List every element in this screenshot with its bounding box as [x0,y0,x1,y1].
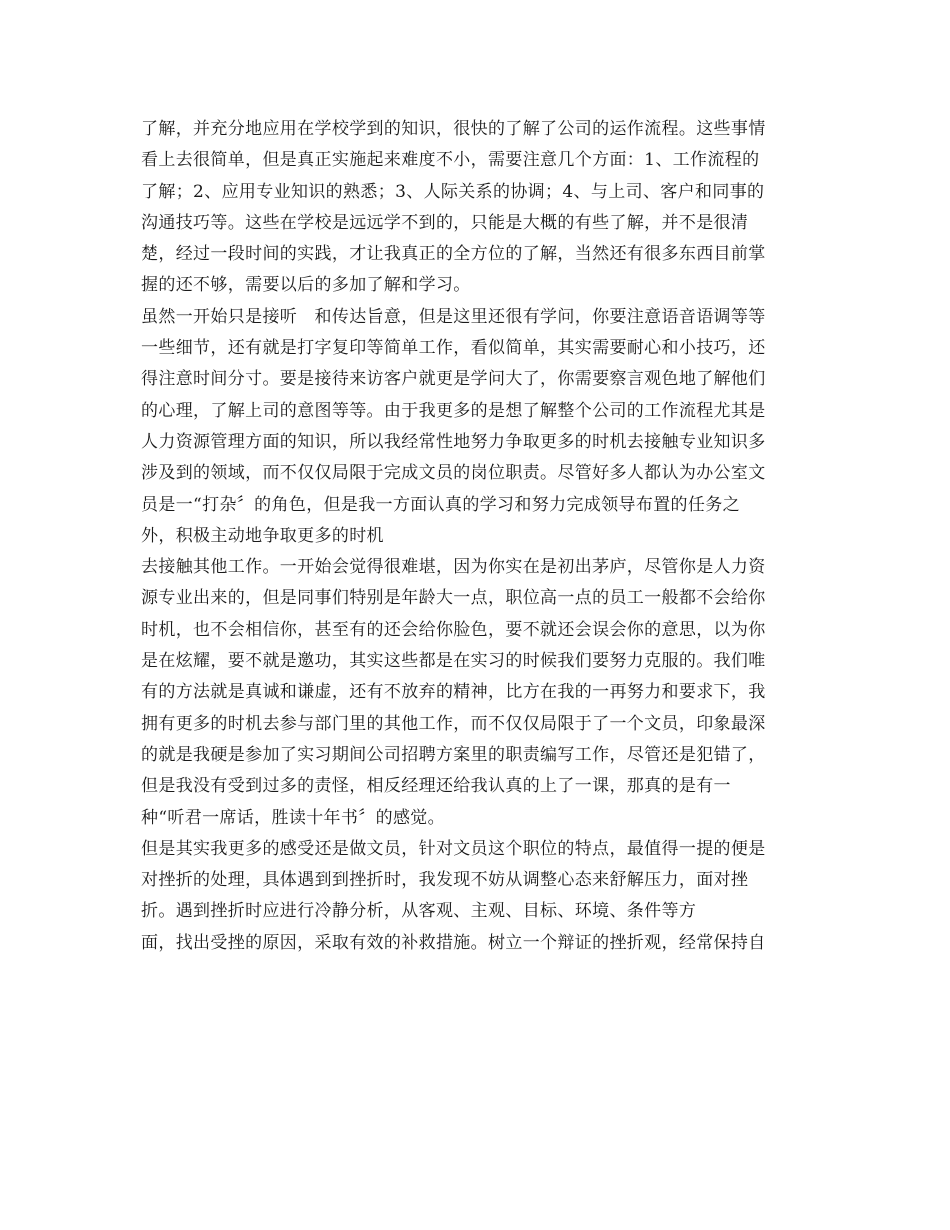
text-line: 种“听君一席话，胜读十年书〞的感觉。 [141,807,445,828]
text-line: 面，找出受挫的原因，采取有效的补救措施。树立一个辩证的挫折观，经常保持自 [141,932,766,953]
text-line: 员是一“打杂〞的角色，但是我一方面认真的学习和努力完成领导布置的任务之 [141,494,740,515]
text-line: 了解；2、应用专业知识的熟悉；3、人际关系的协调；4、与上司、客户和同事的 [141,181,765,202]
text-line: 的就是我硬是参加了实习期间公司招聘方案里的职责编写工作，尽管还是犯错了， [141,744,766,765]
text-line: 涉及到的领域，而不仅仅局限于完成文员的岗位职责。尽管好多人都认为办公室文 [141,463,766,484]
text-line: 一些细节，还有就是打字复印等简单工作，看似简单，其实需要耐心和小技巧，还 [141,338,766,359]
text-line: 有的方法就是真诚和谦虚，还有不放弃的精神，比方在我的一再努力和要求下，我 [141,682,766,703]
text-line: 楚，经过一段时间的实践，才让我真正的全方位的了解，当然还有很多东西目前掌 [141,244,766,265]
text-line: 对挫折的处理，具体遇到到挫折时，我发现不妨从调整心态来舒解压力，面对挫 [141,870,749,891]
text-line: 了解，并充分地应用在学校学到的知识，很快的了解了公司的运作流程。这些事情 [141,119,766,139]
text-line: 得注意时间分寸。要是接待来访客户就更是学问大了，你需要察言观色地了解他们 [141,369,766,390]
text-line: 外，积极主动地争取更多的时机 [141,525,384,546]
text-line: 但是我没有受到过多的责怪，相反经理还给我认真的上了一课，那真的是有一 [141,776,731,797]
text-line: 去接触其他工作。一开始会觉得很难堪，因为你实在是初出茅庐，尽管你是人力资 [141,557,766,578]
body-text [141,114,821,959]
text-line: 折。遇到挫折时应进行冷静分析，从客观、主观、目标、环境、条件等方 [141,901,697,922]
text-line: 时机，也不会相信你，甚至有的还会给你脸色，要不就还会误会你的意思，以为你 [141,619,766,640]
text-line: 沟通技巧等。这些在学校是远远学不到的，只能是大概的有些了解，并不是很清 [141,212,749,233]
text-line: 看上去很简单，但是真正实施起来难度不小，需要注意几个方面：1、工作流程的 [141,150,760,171]
text-line: 握的还不够，需要以后的多加了解和学习。 [141,275,471,296]
text-line: 虽然一开始只是接听 和传达旨意，但是这里还很有学问，你要注意语音语调等等 [141,306,766,327]
text-line: 拥有更多的时机去参与部门里的其他工作，而不仅仅局限于了一个文员，印象最深 [141,713,766,734]
text-line: 的心理，了解上司的意图等等。由于我更多的是想了解整个公司的工作流程尤其是 [141,400,766,421]
text-line: 人力资源管理方面的知识，所以我经常性地努力争取更多的时机去接触专业知识多 [141,431,766,452]
text-line: 是在炫耀，要不就是邀功，其实这些都是在实习的时候我们要努力克服的。我们唯 [141,651,766,672]
text-line: 源专业出来的，但是同事们特别是年龄大一点，职位高一点的员工一般都不会给你 [141,588,766,609]
text-line: 但是其实我更多的感受还是做文员，针对文员这个职位的特点，最值得一提的便是 [141,838,766,859]
